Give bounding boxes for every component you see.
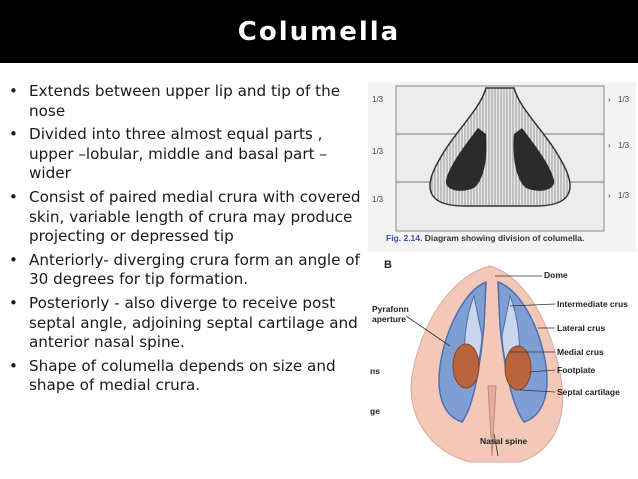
slide-title: Columella	[237, 16, 401, 47]
fraction-label: 1/3	[618, 95, 630, 104]
bullet-icon: •	[9, 82, 18, 100]
fraction-label: 1/3	[618, 141, 630, 150]
bullet-icon: •	[9, 250, 18, 269]
caption-text: Diagram showing division of columella.	[424, 233, 585, 243]
bullet-item	[8, 82, 370, 121]
label-intermediate-crus: Intermediate crus	[557, 299, 628, 309]
bullet-item	[8, 251, 370, 290]
figure-caption	[386, 233, 636, 243]
bullet-text: Anteriorly- diverging crura form an angle of 30 degrees for tip formation.	[29, 250, 360, 289]
label-cut-off: ns	[370, 366, 380, 376]
fraction-label: 1/3	[372, 147, 384, 156]
bullet-text: Consist of paired medial crura with covered skin, variable length of crura may produce projecting or depressed tip	[29, 187, 361, 246]
label-septal-cartilage: Septal cartilage	[557, 387, 620, 397]
bullet-item	[8, 357, 370, 396]
bullet-item	[8, 125, 370, 184]
bullet-icon: •	[9, 125, 18, 144]
bullet-text: Posteriorly - also diverge to receive post septal angle, adjoining septal cartilage and anterior nasal spine.	[29, 293, 358, 352]
label-nasal-spine: Nasal spine	[480, 436, 528, 446]
right-footplate-shape	[505, 346, 531, 390]
label-dome: Dome	[544, 270, 568, 280]
columella-division-diagram	[368, 82, 636, 252]
bullet-text: Extends between upper lip and tip of the nose	[29, 82, 341, 120]
label-footplate: Footplate	[557, 365, 596, 375]
label-lateral-crus: Lateral crus	[557, 323, 606, 333]
title-bar	[0, 0, 638, 63]
arrow-icon: ›	[608, 95, 611, 104]
nasal-cartilage-illustration	[370, 256, 636, 466]
caption-number: Fig. 2.14.	[386, 233, 423, 243]
bullet-text: Divided into three almost equal parts , upper –lobular, middle and basal part – wider	[29, 125, 327, 183]
bullet-item	[8, 188, 370, 247]
bullet-icon: •	[9, 293, 18, 312]
label-pyriform-aperture: aperture	[372, 314, 407, 324]
arrow-icon: ›	[608, 141, 611, 150]
bullet-icon: •	[9, 187, 18, 206]
left-footplate-shape	[453, 344, 479, 388]
label-cut-off: ge	[370, 406, 380, 416]
fraction-label: 1/3	[372, 95, 384, 104]
bullet-text: Shape of columella depends on size and shape of medial crura.	[29, 356, 336, 395]
arrow-icon: ›	[608, 191, 611, 200]
fraction-label: 1/3	[372, 195, 384, 204]
bullet-item	[8, 294, 370, 353]
label-medial-crus: Medial crus	[557, 347, 604, 357]
panel-letter: B	[384, 259, 392, 271]
bullet-icon: •	[9, 356, 18, 375]
fraction-label: 1/3	[618, 191, 630, 200]
label-pyriform-aperture: Pyrafonn	[372, 304, 409, 314]
bullet-list	[8, 82, 370, 400]
